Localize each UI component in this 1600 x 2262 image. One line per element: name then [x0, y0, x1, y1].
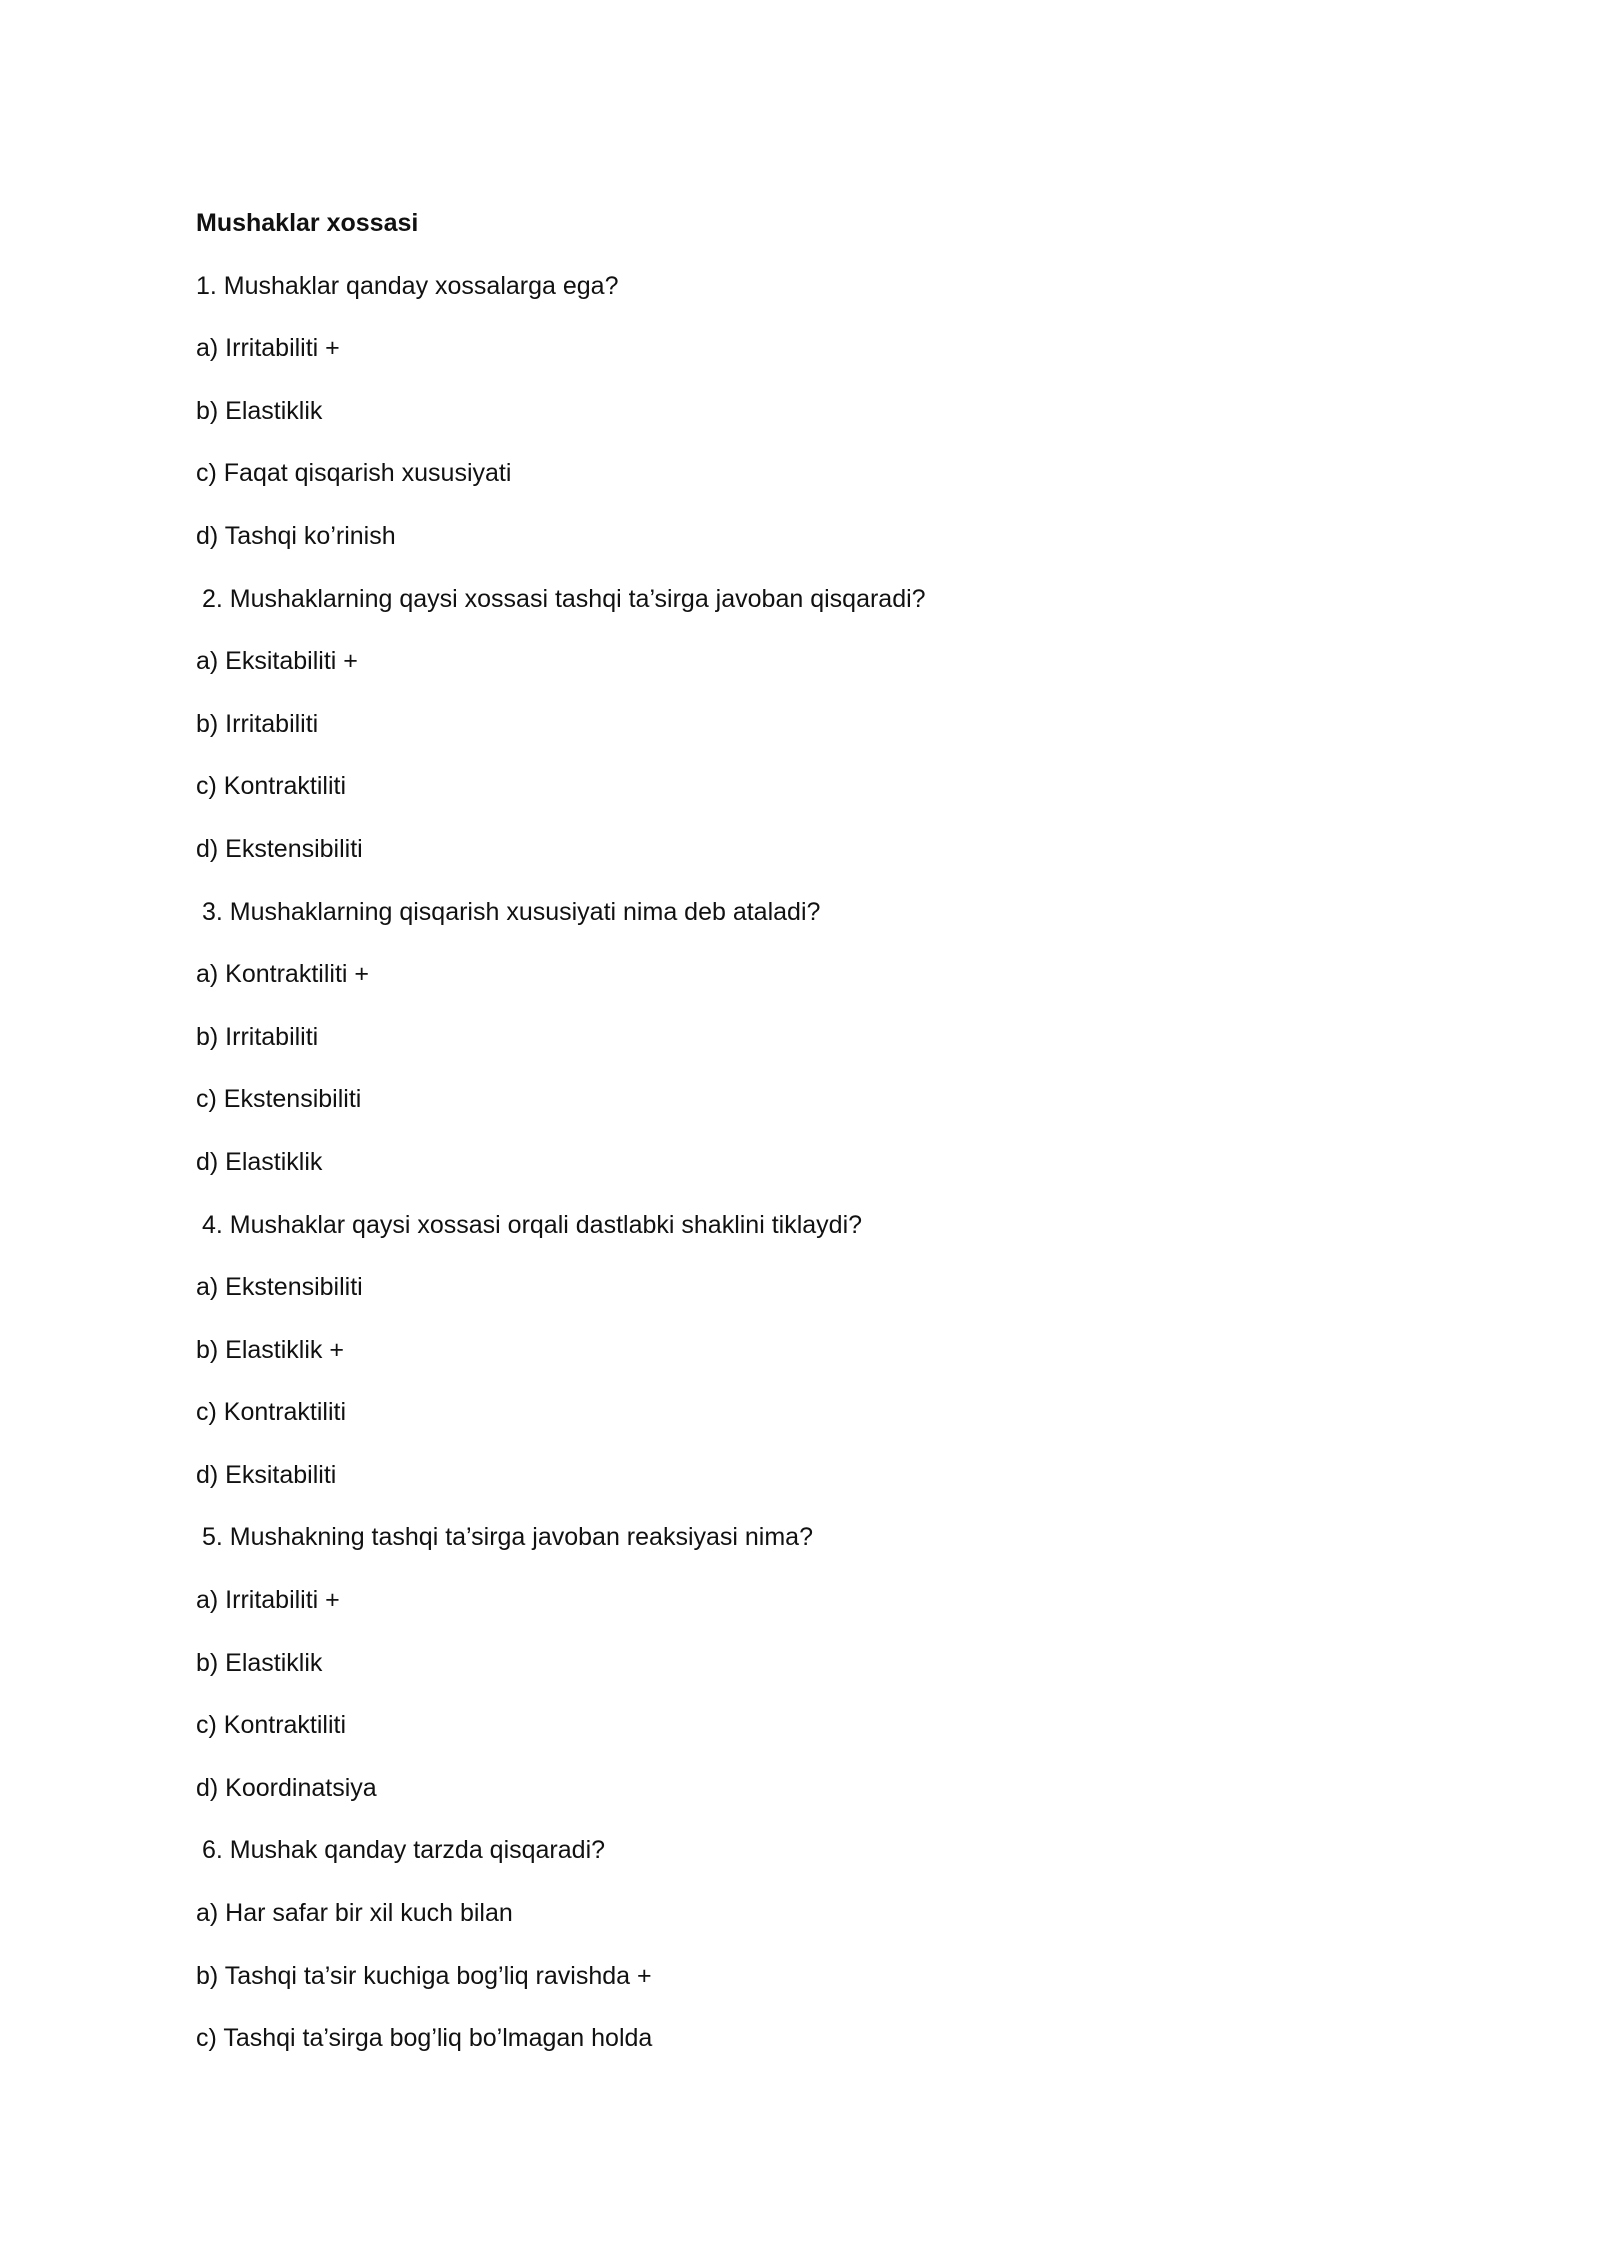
option-2b: b) Irritabiliti — [196, 709, 319, 738]
option-4d: d) Eksitabiliti — [196, 1460, 337, 1489]
question-1: 1. Mushaklar qanday xossalarga ega? — [196, 271, 619, 300]
option-4c: c) Kontraktiliti — [196, 1398, 347, 1427]
option-2d: d) Ekstensibiliti — [196, 834, 363, 863]
option-1b: b) Elastiklik — [196, 396, 323, 425]
document-title: Mushaklar xossasi — [196, 209, 419, 237]
option-6a: a) Har safar bir xil kuch bilan — [196, 1899, 513, 1928]
document-page — [196, 206, 1406, 2084]
question-2: 2. Mushaklarning qaysi xossasi tashqi ta’sirga javoban qisqaradi? — [202, 584, 926, 613]
option-4a: a) Ekstensibiliti — [196, 1273, 363, 1302]
option-5a: a) Irritabiliti + — [196, 1586, 340, 1615]
option-6c: c) Tashqi ta’sirga bog’liq bo’lmagan holda — [196, 2024, 653, 2053]
question-6: 6. Mushak qanday tarzda qisqaradi? — [202, 1836, 606, 1865]
option-4b: b) Elastiklik + — [196, 1335, 344, 1364]
option-6b: b) Tashqi ta’sir kuchiga bog’liq ravishda + — [196, 1961, 652, 1990]
question-3: 3. Mushaklarning qisqarish xususiyati nima deb ataladi? — [202, 897, 821, 926]
question-5: 5. Mushakning tashqi ta’sirga javoban reaksiyasi nima? — [202, 1523, 813, 1552]
question-4: 4. Mushaklar qaysi xossasi orqali dastlabki shaklini tiklaydi? — [202, 1210, 863, 1239]
option-1d: d) Tashqi ko’rinish — [196, 521, 396, 550]
option-1a: a) Irritabiliti + — [196, 334, 340, 363]
option-3d: d) Elastiklik — [196, 1147, 323, 1176]
option-5b: b) Elastiklik — [196, 1648, 323, 1677]
option-5d: d) Koordinatsiya — [196, 1773, 377, 1802]
option-5c: c) Kontraktiliti — [196, 1711, 347, 1740]
option-3a: a) Kontraktiliti + — [196, 960, 369, 989]
option-2c: c) Kontraktiliti — [196, 772, 347, 801]
option-1c: c) Faqat qisqarish xususiyati — [196, 459, 512, 488]
option-2a: a) Eksitabiliti + — [196, 647, 358, 676]
option-3b: b) Irritabiliti — [196, 1022, 319, 1051]
option-3c: c) Ekstensibiliti — [196, 1085, 362, 1114]
